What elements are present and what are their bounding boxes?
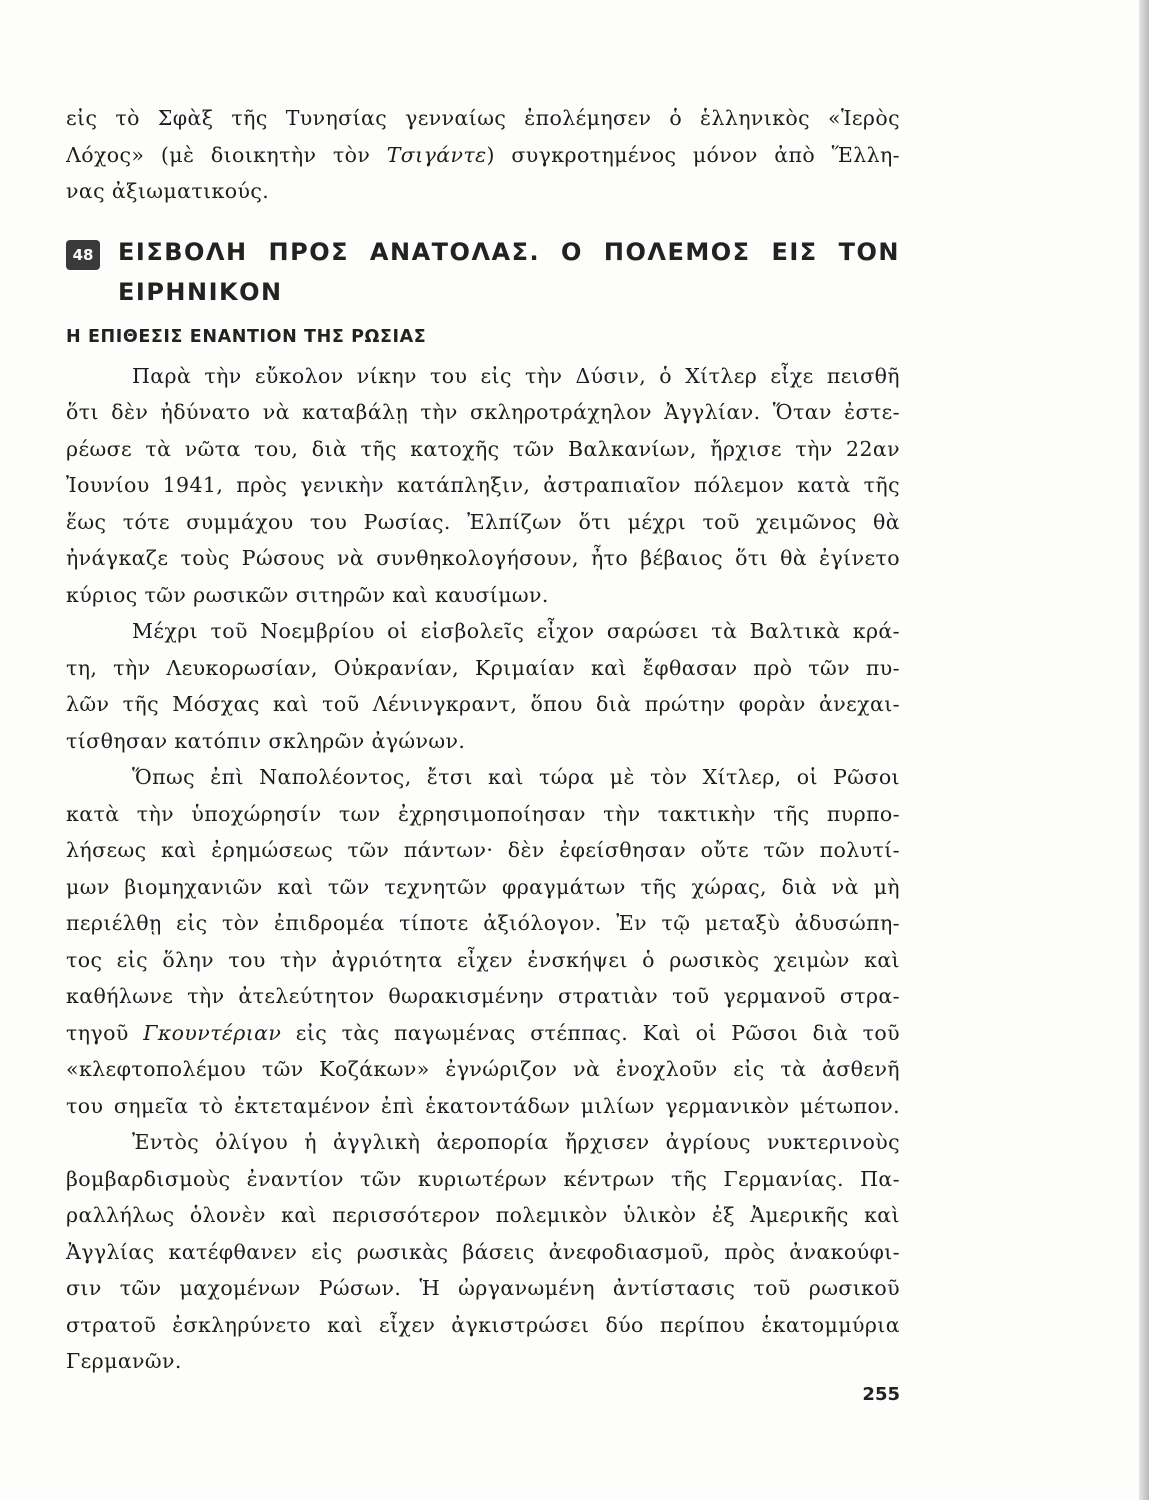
paragraph-text: εἰς τὰς παγωμένας στέππας. Καὶ οἱ Ρῶσοι διὰ τοῦ [281, 1020, 900, 1045]
paragraph-line: λήσεως καὶ ἐρημώσεως τῶν πάντων· δὲν ἐφείσθησαν οὔτε τῶν πολυτί- [66, 838, 900, 862]
paragraph-line: ἠνάγκαζε τοὺς Ρώσους νὰ συνθηκολογήσουν, ἦτο βέβαιος ὅτι θὰ ἐγίνετο [66, 546, 900, 570]
paragraph-line: ὅτι δὲν ἠδύνατο νὰ καταβάλῃ τὴν σκληροτράχηλον Ἀγγλίαν. Ὅταν ἐστε- [66, 400, 900, 424]
commander-name: Τσιγάντε [386, 142, 487, 167]
paragraph-line: στρατοῦ ἐσκληρύνετο καὶ εἶχεν ἀγκιστρώσει δύο περίπου ἑκατομμύρια [66, 1312, 900, 1337]
paragraph-line: Ἰουνίου 1941, πρὸς γενικὴν κατάπληξιν, ἀστραπιαῖον πόλεμον κατὰ τῆς [66, 473, 900, 497]
paragraph-line: ρέωσε τὰ νῶτα του, διὰ τῆς κατοχῆς τῶν Βαλκανίων, ἤρχισε τὴν 22αν [66, 436, 900, 461]
paragraph-line: Ὅπως ἐπὶ Ναπολέοντος, ἔτσι καὶ τώρα μὲ τὸν Χίτλερ, οἱ Ρῶσοι [132, 765, 900, 789]
chapter-title-line-1: ΕΙΣΒΟΛΗ ΠΡΟΣ ΑΝΑΤΟΛΑΣ. Ο ΠΟΛΕΜΟΣ ΕΙΣ ΤΟΝ [118, 237, 900, 266]
paragraph-text: τηγοῦ [66, 1020, 144, 1045]
paragraph-line: ραλλήλως ὁλονὲν καὶ περισσότερον πολεμικὸν ὑλικὸν ἐξ Ἀμερικῆς καὶ [66, 1203, 900, 1227]
paragraph-line: Μέχρι τοῦ Νοεμβρίου οἱ εἰσβολεῖς εἶχον σαρώσει τὰ Βαλτικὰ κρά- [132, 619, 900, 643]
section-title: Η ΕΠΙΘΕΣΙΣ ΕΝΑΝΤΙΟΝ ΤΗΣ ΡΩΣΙΑΣ [66, 326, 427, 347]
paragraph-line: ἕως τότε συμμάχου του Ρωσίας. Ἐλπίζων ὅτι μέχρι τοῦ χειμῶνος θὰ [66, 509, 900, 534]
chapter-title-line-2: ΕΙΡΗΝΙΚΟΝ [118, 277, 283, 306]
paragraph-line: τος εἰς ὅλην του τὴν ἀγριότητα εἶχεν ἐνσκήψει ὁ ρωσικὸς χειμὼν καὶ [66, 947, 900, 972]
paragraph-1 [66, 358, 900, 614]
paragraph-line: μων βιομηχανιῶν καὶ τῶν τεχνητῶν φραγμάτων τῆς χώρας, διὰ νὰ μὴ [66, 874, 900, 899]
intro-line-2 [66, 137, 900, 174]
book-page [66, 100, 900, 1380]
paragraph-line: περιέλθῃ εἰς τὸν ἐπιδρομέα τίποτε ἀξιόλογον. Ἐν τῷ μεταξὺ ἀδυσώπη- [66, 911, 900, 935]
paragraph-line: κύριος τῶν ρωσικῶν σιτηρῶν καὶ καυσίμων. [66, 582, 549, 607]
paragraph-line: Ἐντὸς ὀλίγου ἡ ἀγγλικὴ ἀεροπορία ἤρχισεν ἀγρίους νυκτερινοὺς [132, 1130, 900, 1154]
paragraph-2 [66, 613, 900, 759]
chapter-number-badge: 48 [66, 240, 100, 270]
chapter-heading [66, 232, 900, 312]
paragraph-3 [66, 759, 900, 1124]
paragraph-line: «κλεφτοπολέμου τῶν Κοζάκων» ἐγνώριζον νὰ ἐνοχλοῦν εἰς τὰ ἀσθενῆ [66, 1057, 900, 1081]
paragraph-line: του σημεῖα τὸ ἐκτεταμένον ἐπὶ ἑκατοντάδων μιλίων γερμανικὸν μέτωπον. [66, 1093, 900, 1118]
paragraph-line: Παρὰ τὴν εὔκολον νίκην του εἰς τὴν Δύσιν, ὁ Χίτλερ εἶχε πεισθῆ [132, 363, 900, 388]
paragraph-line: σιν τῶν μαχομένων Ρώσων. Ἡ ὠργανωμένη ἀντίστασις τοῦ ρωσικοῦ [66, 1276, 900, 1300]
page-edge-shadow [1139, 0, 1149, 1500]
paragraph-line: Γερμανῶν. [66, 1349, 182, 1373]
paragraph-line [66, 1015, 900, 1052]
intro-text: Λόχος» (μὲ διοικητὴν τὸν [66, 142, 387, 167]
paragraph-line: βομβαρδισμοὺς ἐναντίον τῶν κυριωτέρων κέντρων τῆς Γερμανίας. Πα- [66, 1166, 900, 1191]
paragraph-line: τη, τὴν Λευκορωσίαν, Οὐκρανίαν, Κριμαίαν καὶ ἔφθασαν πρὸ τῶν πυ- [66, 655, 900, 680]
paragraph-line: τίσθησαν κατόπιν σκληρῶν ἀγώνων. [66, 728, 466, 753]
intro-text: ) συγκροτημένος μόνον ἀπὸ Ἕλλη- [486, 142, 900, 167]
paragraph-line: λῶν τῆς Μόσχας καὶ τοῦ Λένινγκραντ, ὅπου διὰ πρώτην φορὰν ἀνεχαι- [66, 692, 900, 716]
intro-line-1: εἰς τὸ Σφὰξ τῆς Τυνησίας γενναίως ἐπολέμησεν ὁ ἑλληνικὸς «Ἱερὸς [66, 106, 900, 130]
page-number: 255 [862, 1384, 900, 1405]
paragraph-4 [66, 1124, 900, 1380]
paragraph-line: καθήλωνε τὴν ἀτελεύτητον θωρακισμένην στρατιὰν τοῦ γερμανοῦ στρα- [66, 984, 900, 1008]
intro-line-3: νας ἀξιωματικούς. [66, 179, 270, 203]
paragraph-line: κατὰ τὴν ὑποχώρησίν των ἐχρησιμοποίησαν τὴν τακτικὴν τῆς πυρπο- [66, 801, 900, 826]
paragraph-line: Ἀγγλίας κατέφθανεν εἰς ρωσικὰς βάσεις ἀνεφοδιασμοῦ, πρὸς ἀνακούφι- [66, 1239, 900, 1264]
general-name: Γκουντέριαν [143, 1020, 282, 1045]
